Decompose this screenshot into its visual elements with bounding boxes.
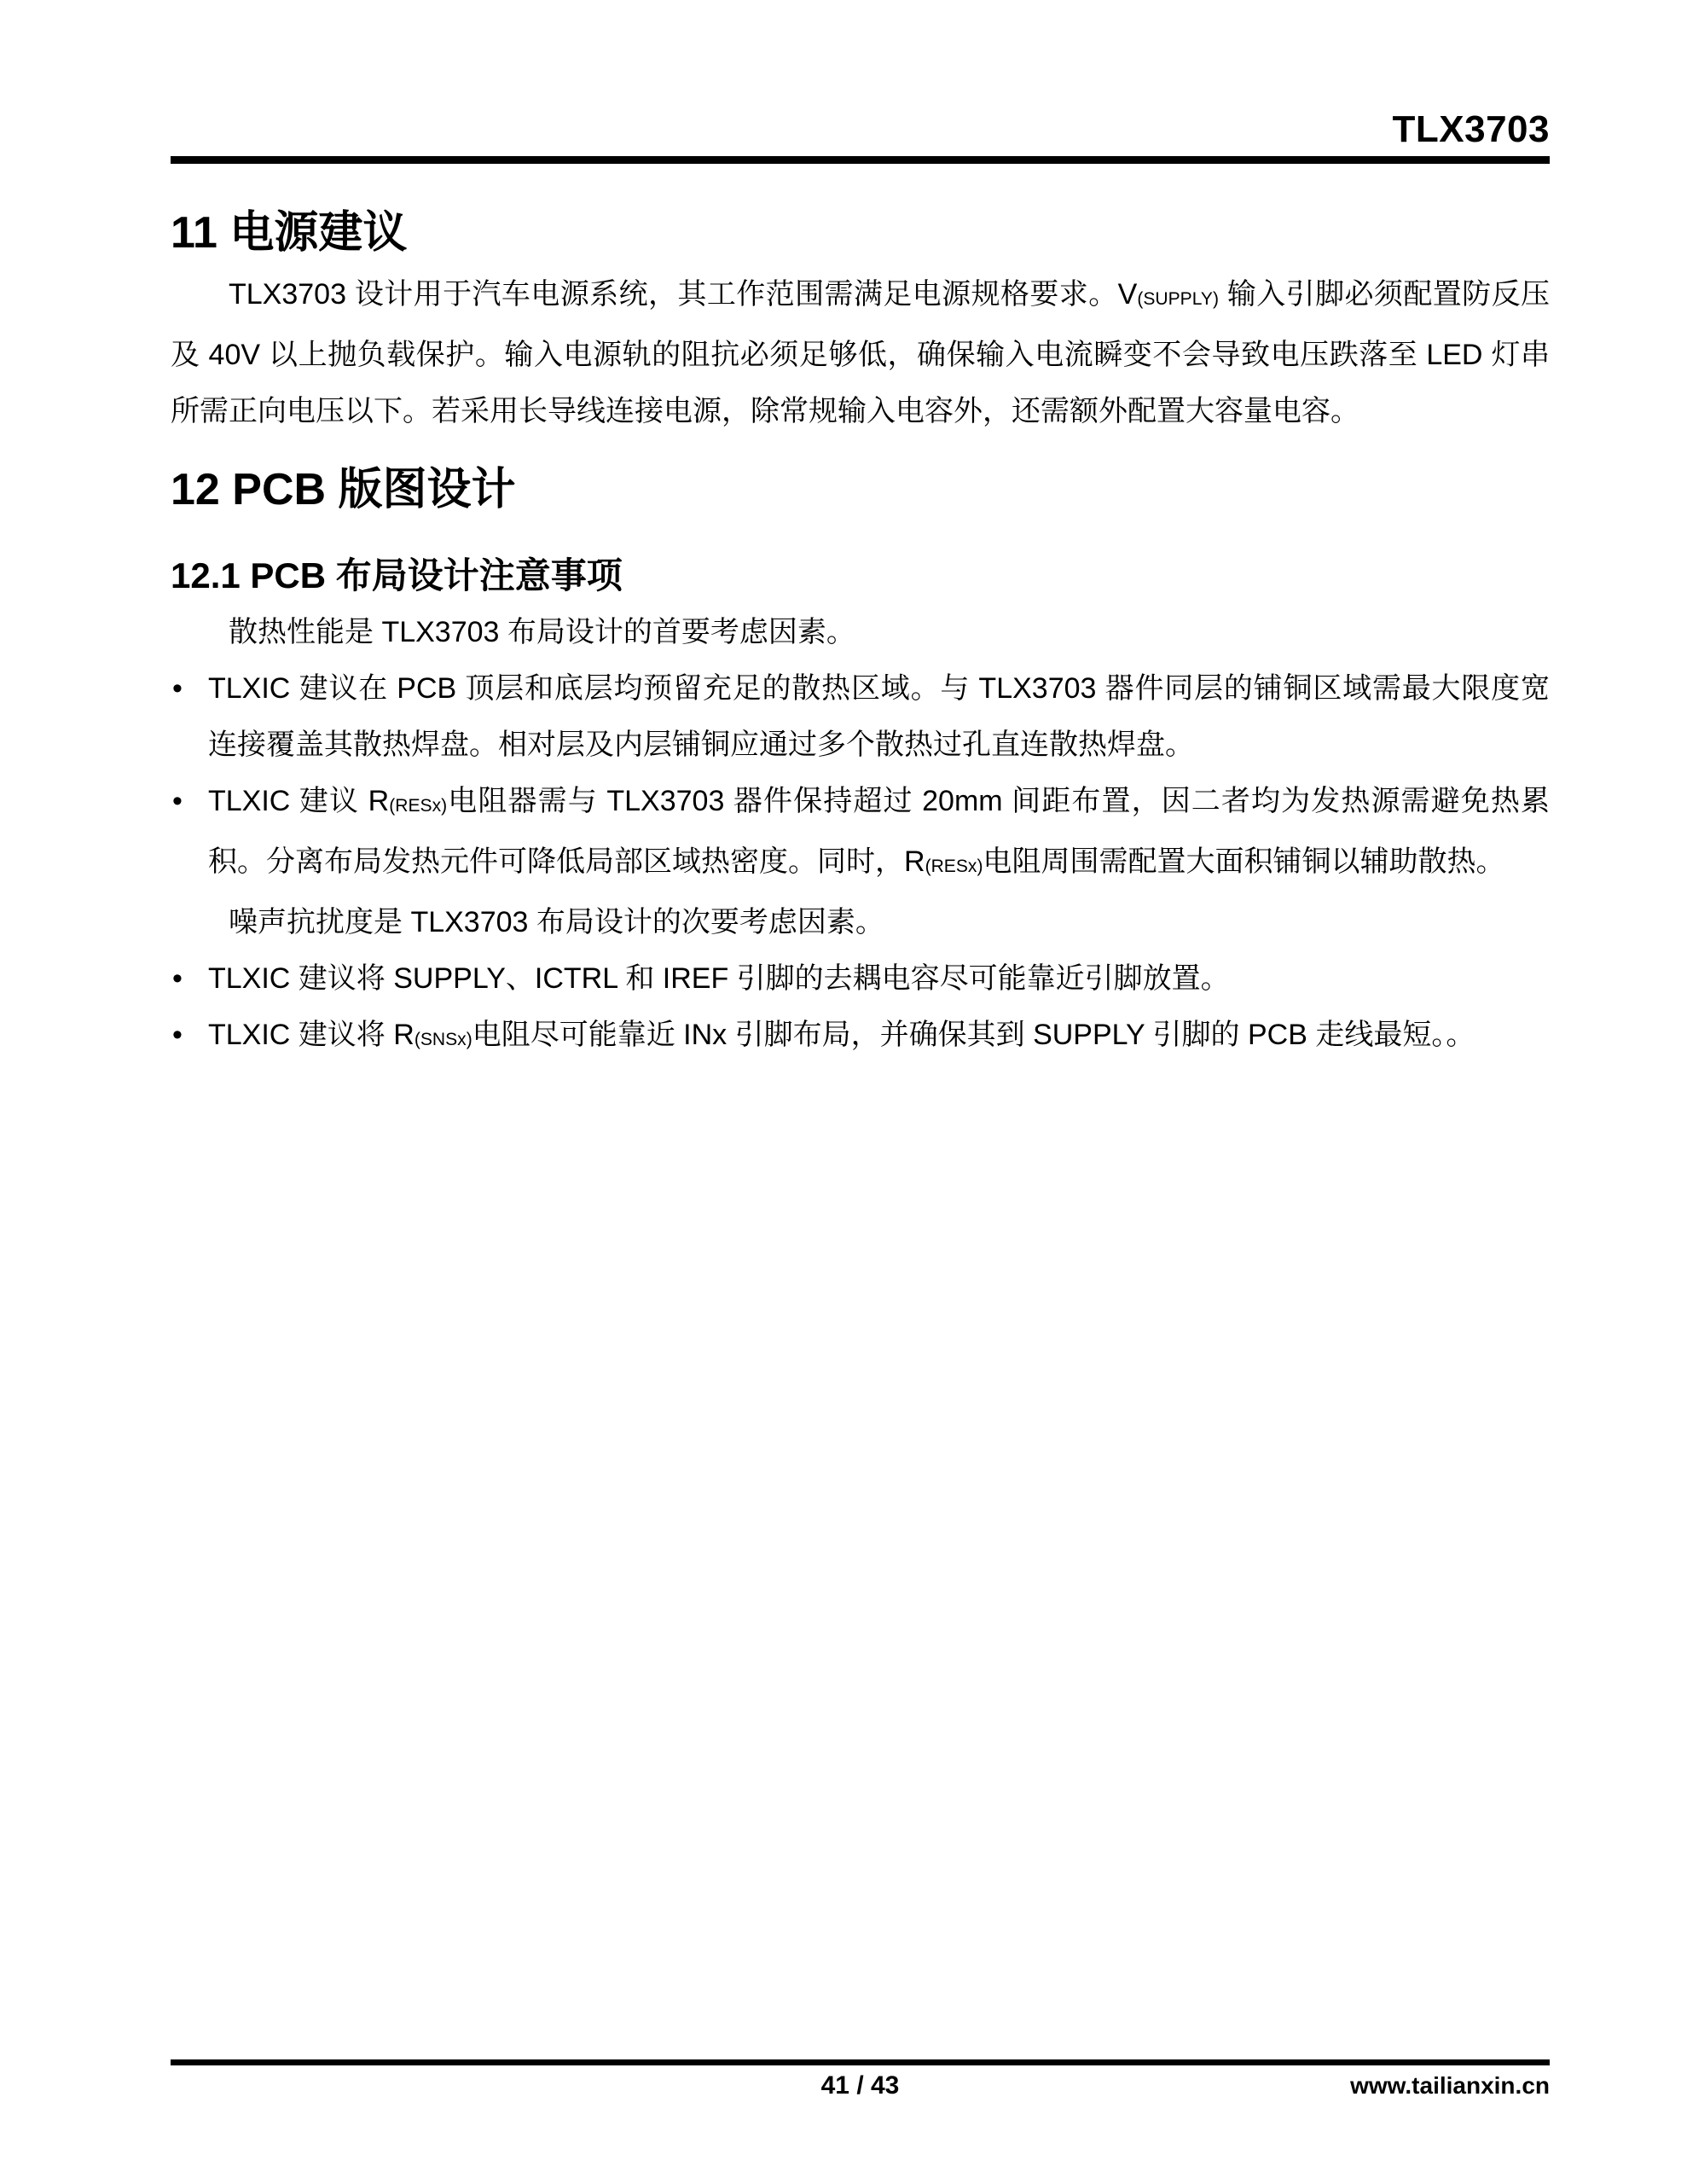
section-11-heading: 11 电源建议 [171, 208, 408, 258]
footer-row [171, 2069, 1550, 2106]
bullet-icon: • [172, 1018, 183, 1051]
thermal-priority-note: 散热性能是 TLX3703 布局设计的首要考虑因素。 [229, 615, 855, 648]
section-11-paragraph: TLX3703 设计用于汽车电源系统，其工作范围需满足电源规格要求。V(SUPPLY) 输入引脚必须配置防反压及 40V 以上抛负载保护。输入电源轨的阻抗必须足够低，确保输入电流瞬变不会导致电压跌落至 LED 灯串所需正向电压以下。若采用长导线连接电源，除常规输入电容外，还需额外配置大容量电容。 [171, 278, 1550, 428]
bullet-icon: • [172, 961, 183, 995]
document-title: TLX3703 [1392, 108, 1550, 150]
bullet-resistor-spacing [171, 773, 1550, 894]
noise-priority-note: 噪声抗扰度是 TLX3703 布局设计的次要考虑因素。 [229, 905, 884, 938]
bullet-sense-resistor-text: TLXIC 建议将 R(SNSx)电阻尽可能靠近 INx 引脚布局，并确保其到 SUPPLY 引脚的 PCB 走线最短。。 [208, 1018, 1475, 1051]
bullet-decoupling-caps [171, 950, 1550, 1007]
bullet-resistor-spacing-text: TLXIC 建议 R(RESx)电阻器需与 TLX3703 器件保持超过 20mm 间距布置，因二者均为发热源需避免热累积。分离布局发热元件可降低局部区域热密度。同时，R(RESx)电阻周围需配置大面积铺铜以辅助散热。 [208, 784, 1550, 878]
footer-rule [171, 2059, 1550, 2065]
section-12-heading: 12 PCB 版图设计 [171, 465, 516, 515]
page-footer [171, 2059, 1550, 2106]
page-header [171, 108, 1550, 150]
bullet-icon: • [172, 671, 183, 705]
header-rule [171, 156, 1550, 164]
section-12-1-heading: 12.1 PCB 布局设计注意事项 [171, 555, 623, 596]
page-indicator: 41 / 43 [820, 2071, 900, 2100]
bullet-decoupling-caps-text: TLXIC 建议将 SUPPLY、ICTRL 和 IREF 引脚的去耦电容尽可能靠近引脚放置。 [208, 961, 1230, 995]
website-text: www.tailianxin.cn [1350, 2072, 1550, 2099]
bullet-thermal-area-text: TLXIC 建议在 PCB 顶层和底层均预留充足的散热区域。与 TLX3703 器件同层的铺铜区域需最大限度宽连接覆盖其散热焊盘。相对层及内层铺铜应通过多个散热过孔直连散热焊盘。 [208, 671, 1550, 761]
bullet-thermal-area [171, 660, 1550, 773]
bullet-sense-resistor [171, 1007, 1550, 1067]
page-content [171, 0, 1550, 1067]
bullet-icon: • [172, 784, 183, 817]
